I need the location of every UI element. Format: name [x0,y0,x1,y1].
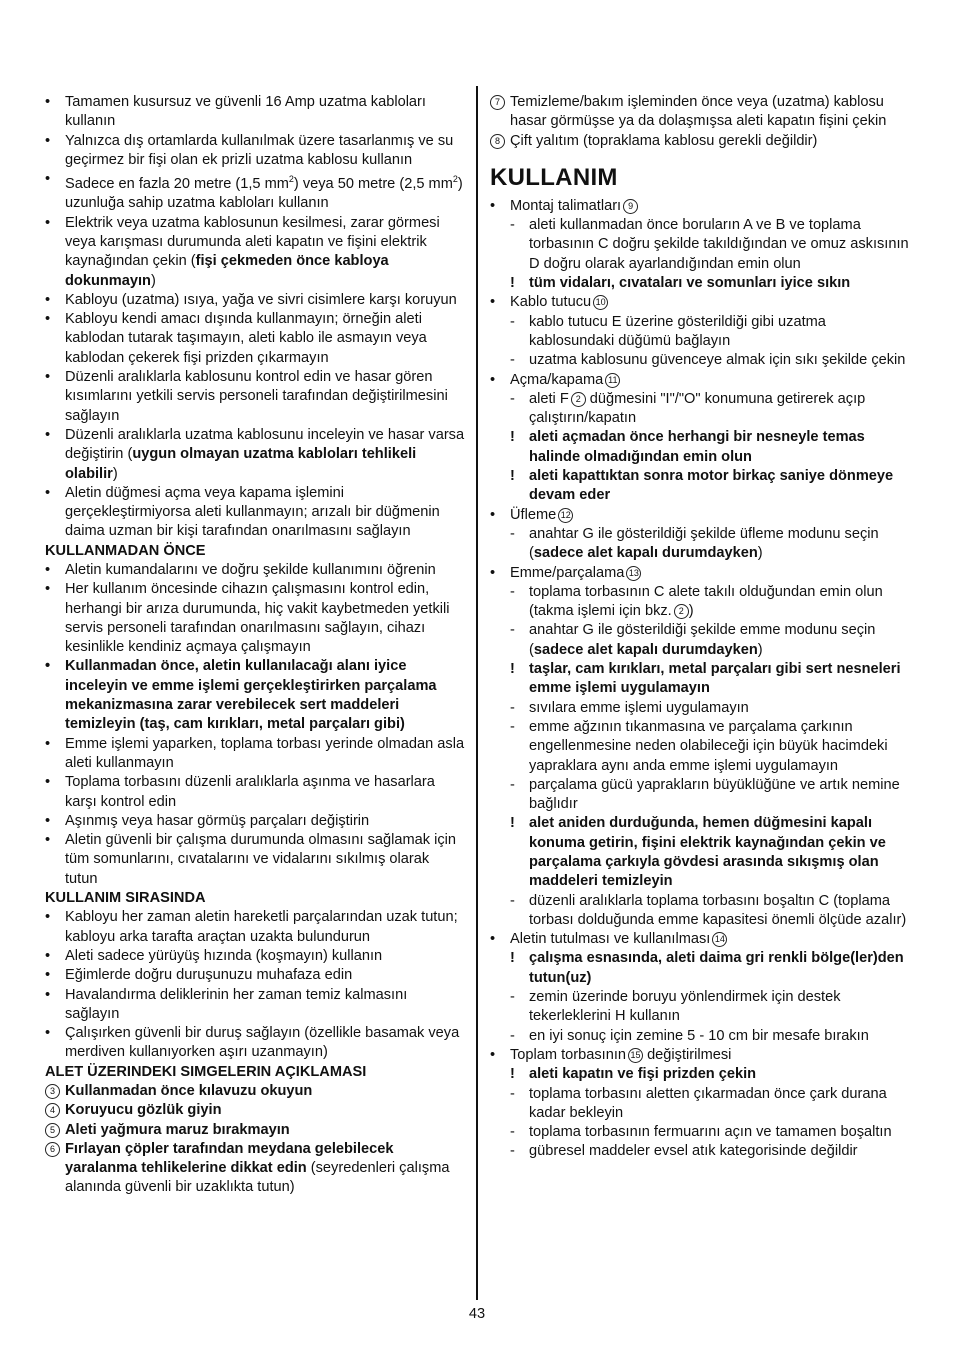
section-heading-symbols: ALET ÜZERINDEKI SIMGELERIN AÇIKLAMASI [45,1063,367,1080]
list-item: • Kabloyu kendi amacı dışında kullanmayın; örneğin aleti kablodan tutarak taşımayın, aleti kablo ile asmayın veya kablodan çekerek fişi prizden çıkarmayın [45,311,427,366]
sub-item: - anahtar G ile gösterildiği şekilde emme modunu seçin (sadece alet kapalı durumdayken) [510,622,876,658]
sub-item: - düzenli aralıklarla toplama torbasını boşaltın C (toplama torbası dolduğunda emme kapasitesi önemli ölçüde azalır) [510,892,907,928]
list-item: • Düzenli aralıklarla kablosunu kontrol edin ve hasar gören kısımlarını yetkili servis personeli tarafından değiştirilmesini sağlayın [45,369,448,424]
sub-item: - uzatma kablosunu güvenceye almak için sıkı şekilde çekin [510,352,906,369]
symbol-item: 7 Temizleme/bakım işleminden önce veya (uzatma) kablosu hasar görmüşse ya da dolaşmışsa aleti kapatın fişini çekin [490,93,915,132]
circled-number-icon: 10 [593,295,608,310]
list-item: • Düzenli aralıklarla uzatma kablosunu inceleyin ve hasar varsa değiştirin (uygun olmayan uzatma kabloları tehlikeli olabilir) [45,426,465,482]
warning-item: ! taşlar, cam kırıkları, metal parçaları gibi sert nesneleri emme işlemi uygulamayın [510,661,901,697]
sub-item: - aleti kullanmadan önce boruların A ve B ve toplama torbasının C doğru şekilde takıldığından ve omuz askısının D doğru olarak ayarlandığından emin olun [510,217,909,272]
list-item: • Aletin kumandalarını ve doğru şekilde kullanımını öğrenin [45,561,436,578]
sub-item: - toplama torbasını aletten çıkarmadan önce çark durana kadar bekleyin [510,1085,887,1121]
list-item: • Sadece en fazla 20 metre (1,5 $mm^2$) veya 50 metre (2,5 $mm^2$) uzunluğa sahip uzatma kabloları kullanın [45,171,463,212]
list-item: • Aleti sadece yürüyüş hızında (koşmayın) kullanın [45,947,383,964]
warning-item: ! aleti açmadan önce herhangi bir nesneyle temas halinde olmadığından emin olun [510,429,865,465]
symbol-item: 6 Fırlayan çöpler tarafından meydana gelebilecek yaralanma tehlikelerine dikkat edin (seyredenleri çalışma alanında güvenli bir uzaklıkta tutun) [45,1140,465,1198]
right-column [490,93,915,1162]
list-item: • Montaj talimatları 9 [490,197,915,216]
circled-number-icon: 2 [674,604,689,619]
list-item: • Tamamen kusursuz ve güvenli 16 Amp uzatma kabloları kullanın [45,94,426,130]
symbol-item: 8 Çift yalıtım (topraklama kablosu gerekli değildir) [490,132,915,151]
sub-item: - anahtar G ile gösterildiği şekilde üfleme modunu seçin (sadece alet kapalı durumdayken) [510,525,879,562]
list-item: • Aletin tutulması ve kullanılması 14 [490,930,915,949]
symbol-item: 4 Koruyucu gözlük giyin [45,1101,465,1120]
list-item: • Kablo tutucu 10 [490,293,915,312]
sub-item: - kablo tutucu E üzerine gösterildiği gibi uzatma kablosundaki düğümü bağlayın [510,313,826,349]
warning-item: ! alet aniden durduğunda, hemen düğmesini kapalı konuma getirin, fişini elektrik kaynağından çekin ve parçalama çarkıyla gövdesi arasında sıkışmış olan maddeleri temizleyin [510,815,886,890]
list-item: • Her kullanım öncesinde cihazın çalışmasını kontrol edin, herhangi bir arıza durumunda, hiç vakit kaybetmeden yetkili servis personeli tarafından onarılmasını sağlayın, cihazı kesinlikle kendiniz açmaya çalışmayın [45,581,450,656]
sub-item: - en iyi sonuç için zemine 5 - 10 cm bir mesafe bırakın [510,1027,869,1044]
circled-number-icon: 7 [490,95,505,110]
sub-item: - aleti F 2 düğmesini "I"/"O" konumuna getirerek açıp çalıştırın/kapatın [510,390,866,427]
sub-item: - toplama torbasının C alete takılı olduğundan emin olun (takma işlemi için bkz. 2 ) [510,583,883,620]
list-item: • Çalışırken güvenli bir duruş sağlayın (özellikle basamak veya merdiven kullanıyorken aşırı uzanmayın) [45,1025,460,1061]
warning-item: ! tüm vidaları, cıvataları ve somunları iyice sıkın [510,275,851,292]
sub-item: - sıvılara emme işlemi uygulamayın [510,699,749,716]
list-item: • Kabloyu (uzatma) ısıya, yağa ve sivri cisimlere karşı koruyun [45,291,457,308]
list-item: • Kabloyu her zaman aletin hareketli parçalarından uzak tutun; kabloyu arka tarafta araçtan uzakta bulundurun [45,909,458,945]
circled-number-icon: 11 [605,373,620,388]
warning-item: ! aleti kapatın ve fişi prizden çekin [510,1066,757,1083]
list-item: • Eğimlerde doğru duruşunuzu muhafaza edin [45,967,353,984]
circled-number-icon: 14 [712,932,727,947]
circled-number-icon: 4 [45,1103,60,1118]
list-item: • Kullanmadan önce, aletin kullanılacağı alanı iyice inceleyin ve emme işlemi gerçekleştirirken parçalama mekanizmasına zarar verebilecek sert maddeleri temizleyin (taş, cam kırıkları, metal parçaları gibi) [45,658,437,733]
sub-item: - zemin üzerinde boruyu yönlendirmek için destek tekerleklerini H kullanın [510,989,841,1025]
list-item: • Elektrik veya uzatma kablosunun kesilmesi, zarar görmesi veya karışması durumunda aleti kapatın ve fişini elektrik kaynağından çekin (fişi çekmeden önce kabloya dokunmayın) [45,214,440,289]
warning-item: ! çalışma esnasında, aleti daima gri renkli bölge(ler)den tutun(uz) [510,950,904,986]
list-item: • Toplam torbasının 15 değiştirilmesi [490,1046,732,1063]
list-item: • Toplama torbasını düzenli aralıklarla aşınma ve hasarlara karşı kontrol edin [45,774,435,810]
symbol-item: 3 Kullanmadan önce kılavuzu okuyun [45,1082,465,1101]
list-item: • Havalandırma deliklerinin her zaman temiz kalmasını sağlayın [45,986,408,1022]
left-column [45,93,465,1198]
section-heading-during-use: KULLANIM SIRASINDA [45,890,206,907]
list-item: • Üfleme 12 [490,506,915,525]
sub-item: - emme ağzının tıkanmasına ve parçalama çarkının engellenmesine neden olabileceği için büyük hacimdeki yapraklara aynı anda emme işlemi uygulamayın [510,718,888,774]
list-item: • Emme işlemi yaparken, toplama torbası yerinde olmadan asla aleti kullanmayın [45,735,465,771]
circled-number-icon: 13 [626,566,641,581]
warning-item: ! aleti kapattıktan sonra motor birkaç saniye dönmeye devam eder [510,468,894,504]
list-item: • Yalnızca dış ortamlarda kullanılmak üzere tasarlanmış ve su geçirmez bir fişi olan ek prizli uzatma kablosu kullanın [45,132,454,168]
page-number: 43 [468,1306,486,1322]
circled-number-icon: 2 [571,392,586,407]
circled-number-icon: 3 [45,1084,60,1099]
circled-number-icon: 5 [45,1123,60,1138]
section-heading-usage: KULLANIM [490,163,618,191]
list-item: • Aletin güvenli bir çalışma durumunda olmasını sağlamak için tüm somunlarını, cıvatalarını ve vidalarını sıkılmış olarak tutun [45,832,456,887]
symbol-item: 5 Aleti yağmura maruz bırakmayın [45,1121,465,1140]
section-heading-before-use: KULLANMADAN ÖNCE [45,542,206,559]
circled-number-icon: 8 [490,134,505,149]
sub-item: - parçalama gücü yaprakların büyüklüğüne ve artık nemine bağlıdır [510,776,900,813]
circled-number-icon: 6 [45,1142,60,1157]
list-item: • Aletin düğmesi açma veya kapama işlemini gerçekleştirmiyorsa aleti kullanmayın; arızalı bir düğmenin daima uzman bir kişi tarafından onarılmasını sağlayın [45,484,440,540]
list-item: • Açma/kapama 11 [490,371,915,390]
sub-item: - gübresel maddeler evsel atık kategorisinde değildir [510,1143,858,1160]
list-item: • Emme/parçalama 13 [490,564,915,583]
circled-number-icon: 15 [628,1048,643,1063]
circled-number-icon: 12 [558,508,573,523]
column-divider [476,86,478,1300]
sub-item: - toplama torbasının fermuarını açın ve tamamen boşaltın [510,1124,892,1141]
circled-number-icon: 9 [623,199,638,214]
list-item: • Aşınmış veya hasar görmüş parçaları değiştirin [45,812,370,829]
